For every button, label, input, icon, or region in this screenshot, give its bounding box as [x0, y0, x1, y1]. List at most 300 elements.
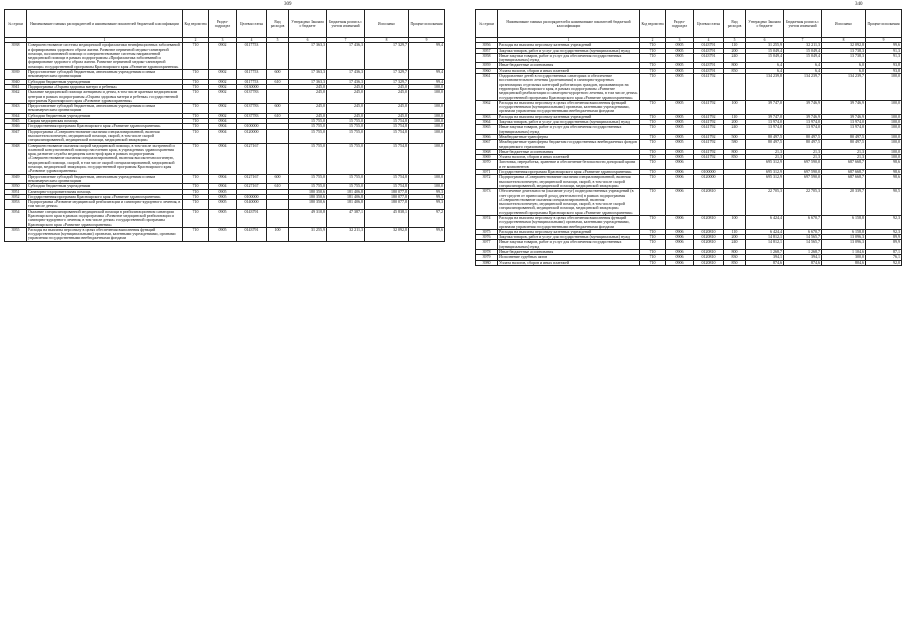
executed-amount: 6 158,8	[822, 215, 866, 229]
approved-amount: 874,6	[746, 260, 784, 265]
expense-type: 610	[267, 113, 289, 118]
column-header: Вид расходов	[724, 10, 746, 38]
row-number: 3965	[476, 125, 498, 135]
dept-code: 710	[183, 227, 209, 241]
row-number: 3969	[476, 155, 498, 160]
item-name: Расходы на выплаты персоналу казенных учреждений	[498, 114, 640, 119]
target-article: 0137783	[237, 113, 267, 118]
target-article: 0143791	[237, 227, 267, 241]
target-article: 0130000	[237, 84, 267, 89]
execution-percent: 100,0	[409, 113, 445, 118]
target-article: 0117753	[237, 70, 267, 80]
row-number: 3955	[5, 227, 27, 241]
executed-amount: 17 329,7	[365, 70, 409, 80]
budget-list-amount: 15 755,0	[327, 143, 365, 174]
approved-amount: 13 974,0	[746, 120, 784, 125]
expense-type: 500	[724, 134, 746, 139]
item-name: Уплата налогов, сборов и иных платежей	[498, 155, 640, 160]
target-article: 0143791	[694, 63, 724, 68]
target-article: 0120000	[694, 175, 724, 189]
column-number: 5	[724, 38, 746, 43]
table-row	[476, 125, 902, 135]
column-header: Целевая статья	[237, 10, 267, 38]
execution-percent: 98,6	[866, 170, 902, 175]
column-header: Код ведомства	[640, 10, 666, 38]
budget-list-amount: 6,4	[784, 68, 822, 73]
expense-type: 600	[267, 70, 289, 80]
column-number: 1	[498, 38, 640, 43]
execution-percent: 100,0	[866, 155, 902, 160]
expense-type: 110	[724, 114, 746, 119]
expense-type	[267, 90, 289, 104]
column-header: Утверждено Законом о бюджете	[289, 10, 327, 38]
expense-type	[724, 189, 746, 216]
executed-amount: 300,0	[822, 255, 866, 260]
execution-percent: 100,0	[409, 84, 445, 89]
target-article: 0137783	[237, 104, 267, 114]
executed-amount: 13 738,3	[822, 48, 866, 53]
executed-amount: 687 668,7	[822, 175, 866, 189]
section-code: 0905	[666, 43, 694, 48]
row-number: 3977	[476, 240, 498, 250]
approved-amount: 6 424,4	[746, 215, 784, 229]
item-name: Исполнение судебных актов	[498, 255, 640, 260]
row-number: 3967	[476, 140, 498, 150]
approved-amount: 180 350,6	[289, 194, 327, 199]
table-row	[5, 174, 445, 184]
row-number: 3951	[5, 189, 27, 194]
item-name: Иные бюджетные ассигнования	[498, 149, 640, 154]
section-code: 0902	[209, 90, 237, 104]
table-row	[5, 104, 445, 114]
execution-percent: 100,0	[409, 174, 445, 184]
dept-code: 710	[183, 209, 209, 227]
budget-list-amount: 15 755,0	[327, 184, 365, 189]
dept-code: 710	[640, 53, 666, 63]
dept-code: 710	[183, 79, 209, 84]
dept-code: 710	[640, 149, 666, 154]
section-code: 0905	[666, 155, 694, 160]
section-code: 0906	[666, 175, 694, 189]
executed-amount: 21,3	[822, 149, 866, 154]
approved-amount: 17 363,3	[289, 79, 327, 84]
table-row	[476, 100, 902, 114]
executed-amount: 180 077,8	[365, 194, 409, 199]
table-row	[476, 240, 902, 250]
approved-amount: 14 812,1	[746, 235, 784, 240]
executed-amount: 13 974,0	[822, 120, 866, 125]
target-article: 0143791	[694, 53, 724, 63]
row-number: 3949	[5, 174, 27, 184]
execution-percent: 99,3	[409, 194, 445, 199]
dept-code: 710	[183, 143, 209, 174]
target-article: 0143791	[694, 43, 724, 48]
dept-code: 710	[640, 170, 666, 175]
table-header-row	[5, 10, 445, 38]
column-header: Процент исполнения	[866, 10, 902, 38]
expense-type: 580	[724, 140, 746, 150]
column-number: 1	[27, 38, 183, 43]
approved-amount: 80 497,5	[746, 140, 784, 150]
dept-code: 710	[183, 90, 209, 104]
execution-percent: 100,0	[409, 143, 445, 174]
column-header: Вид расходов	[267, 10, 289, 38]
row-number: 3952	[5, 194, 27, 199]
column-number: 9	[409, 38, 445, 43]
section-code: 0905	[666, 53, 694, 63]
expense-type: 800	[724, 63, 746, 68]
column-number: 6	[289, 38, 327, 43]
section-code: 0906	[666, 240, 694, 250]
expense-type	[724, 160, 746, 170]
column-number: 4	[694, 38, 724, 43]
row-number: 3950	[5, 184, 27, 189]
dept-code: 710	[640, 235, 666, 240]
item-name: Предоставление субсидий бюджетным, автономным учреждениям и иным некоммерческим организациям	[27, 70, 183, 80]
execution-percent: 98,6	[866, 175, 902, 189]
table-row	[476, 74, 902, 101]
budget-list-amount: 697 590,0	[784, 170, 822, 175]
execution-percent: 93,8	[866, 68, 902, 73]
section-code: 0906	[666, 250, 694, 255]
approved-amount: 39 747,0	[746, 100, 784, 114]
row-number: 3954	[5, 209, 27, 227]
execution-percent: 100,0	[409, 184, 445, 189]
approved-amount: 695 312,9	[746, 175, 784, 189]
row-number: 3970	[476, 160, 498, 170]
section-code: 0902	[209, 70, 237, 80]
row-number: 3963	[476, 114, 498, 119]
execution-percent: 100,0	[409, 124, 445, 129]
executed-amount: 15 754,8	[365, 184, 409, 189]
budget-list-amount: 245,0	[327, 90, 365, 104]
execution-percent: 100,0	[866, 100, 902, 114]
table-row	[476, 215, 902, 229]
expense-type	[267, 129, 289, 143]
row-number: 3953	[5, 200, 27, 210]
column-header: Раздел-подраздел	[666, 10, 694, 38]
section-code: 0906	[666, 229, 694, 234]
section-code: 0902	[209, 113, 237, 118]
column-header: Утверждено Законом о бюджете	[746, 10, 784, 38]
section-code: 0905	[209, 209, 237, 227]
expense-type: 830	[724, 255, 746, 260]
item-name: Подпрограмма «Охрана здоровья матери и ребенка»	[27, 84, 183, 89]
row-number: 3976	[476, 235, 498, 240]
execution-percent: 100,0	[409, 119, 445, 124]
expense-type: 850	[724, 260, 746, 265]
section-code: 0902	[209, 79, 237, 84]
row-number: 3940	[5, 79, 27, 84]
item-name: Расходы на выплаты персоналу в целях обеспечения выполнения функций государственными (муниципальными) органами, казенными учреждениями, органами управления государственными внебюджетными фондами	[27, 227, 183, 241]
executed-amount: 20 339,7	[822, 189, 866, 216]
item-name: Межбюджетные трансферты	[498, 134, 640, 139]
execution-percent: 100,0	[866, 140, 902, 150]
approved-amount: 180 350,6	[289, 189, 327, 194]
dept-code: 710	[183, 84, 209, 89]
dept-code: 710	[640, 229, 666, 234]
approved-amount: 80 497,5	[746, 134, 784, 139]
item-name: Расходы на выплаты персоналу казенных учреждений	[498, 43, 640, 48]
execution-percent: 89,9	[866, 240, 902, 250]
execution-percent: 99,3	[409, 189, 445, 194]
budget-list-amount: 17 436,3	[327, 79, 365, 84]
budget-list-amount: 80 497,5	[784, 140, 822, 150]
execution-percent: 100,0	[409, 90, 445, 104]
executed-amount: 21,3	[822, 155, 866, 160]
budget-list-amount: 13 974,0	[784, 120, 822, 125]
dept-code: 710	[183, 70, 209, 80]
expense-type: 100	[724, 100, 746, 114]
executed-amount: 13 096,3	[822, 240, 866, 250]
row-number: 3974	[476, 215, 498, 229]
dept-code: 710	[640, 255, 666, 260]
approved-amount: 17 363,3	[289, 70, 327, 80]
approved-amount: 15 755,0	[289, 184, 327, 189]
expense-type: 100	[267, 227, 289, 241]
executed-amount: 15 754,8	[365, 119, 409, 124]
column-number: 8	[365, 38, 409, 43]
dept-code: 710	[640, 140, 666, 150]
executed-amount: 6,0	[822, 68, 866, 73]
item-name: Совершенствование оказания скорой медицинской помощи, в том числе экстренной и плановой консультативной помощи населению края, в учреждениях здравоохранения края, развитие службы медицины катастроф края в рамках подпрограммы «Совершенствование оказания специализированной, включая высокотехнологичную, медицинской помощи, скорой, в том числе скорой специализированной, медицинской помощи, медицинской эвакуации» государственной программы Красноярского края «Развитие здравоохранения»	[27, 143, 183, 174]
column-header: Наименование главных распорядителей и наименование показателей бюджетной классификации	[27, 10, 183, 38]
table-row	[5, 200, 445, 210]
execution-percent: 100,0	[409, 129, 445, 143]
row-number: 3941	[5, 84, 27, 89]
column-number: 7	[327, 38, 365, 43]
section-code: 0906	[666, 260, 694, 265]
column-header: № строки	[476, 10, 498, 38]
target-article: 0120810	[694, 250, 724, 255]
approved-amount: 6 424,4	[746, 229, 784, 234]
expense-type: 240	[724, 125, 746, 135]
expense-type: 200	[724, 48, 746, 53]
expense-type: 850	[724, 68, 746, 73]
dept-code: 710	[640, 215, 666, 229]
row-number: 3944	[5, 113, 27, 118]
section-code: 0906	[666, 235, 694, 240]
dept-code: 710	[640, 100, 666, 114]
column-header: Исполнено	[365, 10, 409, 38]
execution-percent: 100,0	[866, 74, 902, 101]
section-code: 0906	[666, 160, 694, 170]
table-row	[5, 90, 445, 104]
section-code: 0905	[666, 120, 694, 125]
execution-percent: 97,2	[409, 209, 445, 227]
item-name: Иные закупки товаров, работ и услуг для обеспечения государственных (муниципальных) нужд	[498, 125, 640, 135]
executed-amount: 15 754,8	[365, 174, 409, 184]
target-article: 0117753	[237, 79, 267, 84]
item-name: Уплата налогов, сборов и иных платежей	[498, 260, 640, 265]
executed-amount: 80 497,5	[822, 140, 866, 150]
executed-amount: 6 158,8	[822, 229, 866, 234]
executed-amount: 80 497,5	[822, 134, 866, 139]
dept-code: 710	[183, 194, 209, 199]
item-name: Предоставление субсидий бюджетным, автономным учреждениям и иным некоммерческим организациям	[27, 174, 183, 184]
section-code: 0902	[209, 43, 237, 70]
execution-percent: 99,4	[409, 79, 445, 84]
approved-amount: 695 312,9	[746, 160, 784, 170]
row-number: 3956	[476, 43, 498, 48]
item-name: Подпрограмма «Совершенствование оказания специализированной, включая высокотехнологичную, медицинской помощи, скорой, в том числе скорой специализированной, медицинской помощи, медицинской эвакуации»	[27, 129, 183, 143]
executed-amount: 32 092,8	[822, 43, 866, 48]
target-article: 0120810	[694, 229, 724, 234]
row-number: 3946	[5, 124, 27, 129]
table-row	[5, 43, 445, 70]
executed-amount: 45 838,1	[365, 209, 409, 227]
item-name: Государственная программа Красноярского края «Развитие здравоохранения»	[27, 194, 183, 199]
item-name: Расходы на выплаты персоналу в целях обеспечения выполнения функций государственными (муниципальными) органами, казенными учреждениями, органами управления государственными внебюджетными фондами	[498, 100, 640, 114]
budget-list-amount: 245,0	[327, 104, 365, 114]
executed-amount: 1 104,6	[822, 250, 866, 255]
approved-amount: 21,3	[746, 149, 784, 154]
executed-amount: 687 668,7	[822, 160, 866, 170]
column-number: 3	[209, 38, 237, 43]
target-article: 0143791	[694, 68, 724, 73]
approved-amount: 49 310,8	[289, 209, 327, 227]
item-name: Обеспечение деятельности (оказание услуг) подведомственных учреждений (в счет средств от приносящей доход деятельности) в рамках подпрограммы «Совершенствование оказания специализированной, включая высокотехнологичную, медицинской помощи, скорой, в том числе скорой специализированной, медицинской помощи, медицинской эвакуации» государственной программы Красноярского края «Развитие здравоохранения»	[498, 189, 640, 216]
expense-type: 110	[724, 229, 746, 234]
expense-type	[267, 200, 289, 210]
approved-amount: 245,0	[289, 104, 327, 114]
expense-type: 200	[724, 120, 746, 125]
approved-amount: 13 974,0	[746, 125, 784, 135]
row-number: 3979	[476, 255, 498, 260]
executed-amount: 39 746,9	[822, 114, 866, 119]
item-name: Уплата налогов, сборов и иных платежей	[498, 68, 640, 73]
budget-list-amount: 1 268,7	[784, 250, 822, 255]
column-number: 9	[866, 38, 902, 43]
budget-list-amount: 181 406,8	[327, 200, 365, 210]
column-header: Раздел-подраздел	[209, 10, 237, 38]
table-row	[476, 189, 902, 216]
approved-amount: 17 363,3	[289, 43, 327, 70]
dept-code: 710	[640, 43, 666, 48]
budget-list-amount: 134 239,7	[784, 74, 822, 101]
target-article: 0127167	[237, 143, 267, 174]
budget-list-amount: 22 705,3	[784, 189, 822, 216]
dept-code: 710	[640, 74, 666, 101]
budget-list-amount: 15 755,0	[327, 124, 365, 129]
target-article: 0141792	[694, 149, 724, 154]
executed-amount: 804,6	[822, 260, 866, 265]
row-number: 3966	[476, 134, 498, 139]
item-name: Санаторно-оздоровительная помощь	[27, 189, 183, 194]
expense-type: 600	[267, 104, 289, 114]
target-article: 0127167	[237, 174, 267, 184]
item-name: Закупка товаров, работ и услуг для государственных (муниципальных) нужд	[498, 120, 640, 125]
approved-amount: 15 049,4	[746, 48, 784, 53]
budget-list-amount: 6 670,7	[784, 215, 822, 229]
execution-percent: 90,5	[866, 189, 902, 216]
section-code: 0902	[209, 104, 237, 114]
row-number: 3943	[5, 104, 27, 114]
target-article: 0100000	[237, 194, 267, 199]
target-article: 0127167	[237, 184, 267, 189]
section-code: 0905	[666, 134, 694, 139]
approved-amount: 394,1	[746, 255, 784, 260]
row-number: 3939	[5, 70, 27, 80]
item-name: Государственная программа Красноярского края «Развитие здравоохранения»	[498, 170, 640, 175]
budget-list-amount: 17 436,3	[327, 70, 365, 80]
execution-percent: 100,0	[866, 149, 902, 154]
dept-code: 710	[640, 260, 666, 265]
budget-list-amount: 697 590,0	[784, 175, 822, 189]
target-article: 0117753	[237, 43, 267, 70]
target-article: 0120810	[694, 240, 724, 250]
column-number: 2	[640, 38, 666, 43]
expense-type: 200	[724, 235, 746, 240]
budget-list-amount: 21,3	[784, 149, 822, 154]
section-code: 0904	[209, 124, 237, 129]
expense-type: 610	[267, 184, 289, 189]
approved-amount: 39 747,0	[746, 114, 784, 119]
target-article: 0141792	[694, 114, 724, 119]
dept-code: 710	[640, 114, 666, 119]
budget-list-amount: 6 670,7	[784, 229, 822, 234]
approved-amount: 15 755,0	[289, 124, 327, 129]
executed-amount: 245,0	[365, 104, 409, 114]
execution-percent: 89,9	[866, 235, 902, 240]
table-row	[5, 70, 445, 80]
execution-percent: 92,3	[866, 215, 902, 229]
section-code: 0905	[209, 189, 237, 194]
section-code: 0906	[666, 189, 694, 216]
section-code: 0905	[666, 114, 694, 119]
left-page	[0, 0, 448, 640]
section-code: 0904	[209, 119, 237, 124]
dept-code: 710	[183, 200, 209, 210]
item-name: Расходы на выплаты персоналу казенных учреждений	[498, 229, 640, 234]
dept-code: 710	[183, 113, 209, 118]
column-number: 7	[784, 38, 822, 43]
budget-table-right	[475, 9, 902, 266]
budget-list-amount: 15 755,0	[327, 119, 365, 124]
execution-percent: 91,3	[866, 48, 902, 53]
expense-type: 800	[724, 250, 746, 255]
row-number: 3980	[476, 260, 498, 265]
budget-list-amount: 245,0	[327, 113, 365, 118]
expense-type: 600	[267, 174, 289, 184]
approved-amount: 6,4	[746, 68, 784, 73]
budget-list-amount: 15 755,0	[327, 129, 365, 143]
item-name: Субсидии бюджетным учреждениям	[27, 184, 183, 189]
section-code: 0904	[209, 184, 237, 189]
approved-amount: 245,0	[289, 113, 327, 118]
column-header: Наименование главных распорядителей и наименование показателей бюджетной классификации	[498, 10, 640, 38]
right-page	[455, 0, 905, 640]
executed-amount: 15 754,8	[365, 124, 409, 129]
budget-list-amount: 14 565,7	[784, 235, 822, 240]
section-code: 0904	[209, 129, 237, 143]
expense-type	[724, 74, 746, 101]
item-name: Иные бюджетные ассигнования	[498, 63, 640, 68]
dept-code: 710	[640, 63, 666, 68]
budget-list-amount: 14 565,7	[784, 240, 822, 250]
row-number: 3971	[476, 170, 498, 175]
column-number: 2	[183, 38, 209, 43]
expense-type	[267, 43, 289, 70]
dept-code: 710	[640, 160, 666, 170]
column-number: 5	[267, 38, 289, 43]
section-code: 0905	[666, 100, 694, 114]
dept-code: 710	[183, 104, 209, 114]
dept-code: 710	[640, 189, 666, 216]
target-article: 0141792	[694, 134, 724, 139]
budget-list-amount: 32 211,3	[327, 227, 365, 241]
executed-amount: 180 077,8	[365, 200, 409, 210]
